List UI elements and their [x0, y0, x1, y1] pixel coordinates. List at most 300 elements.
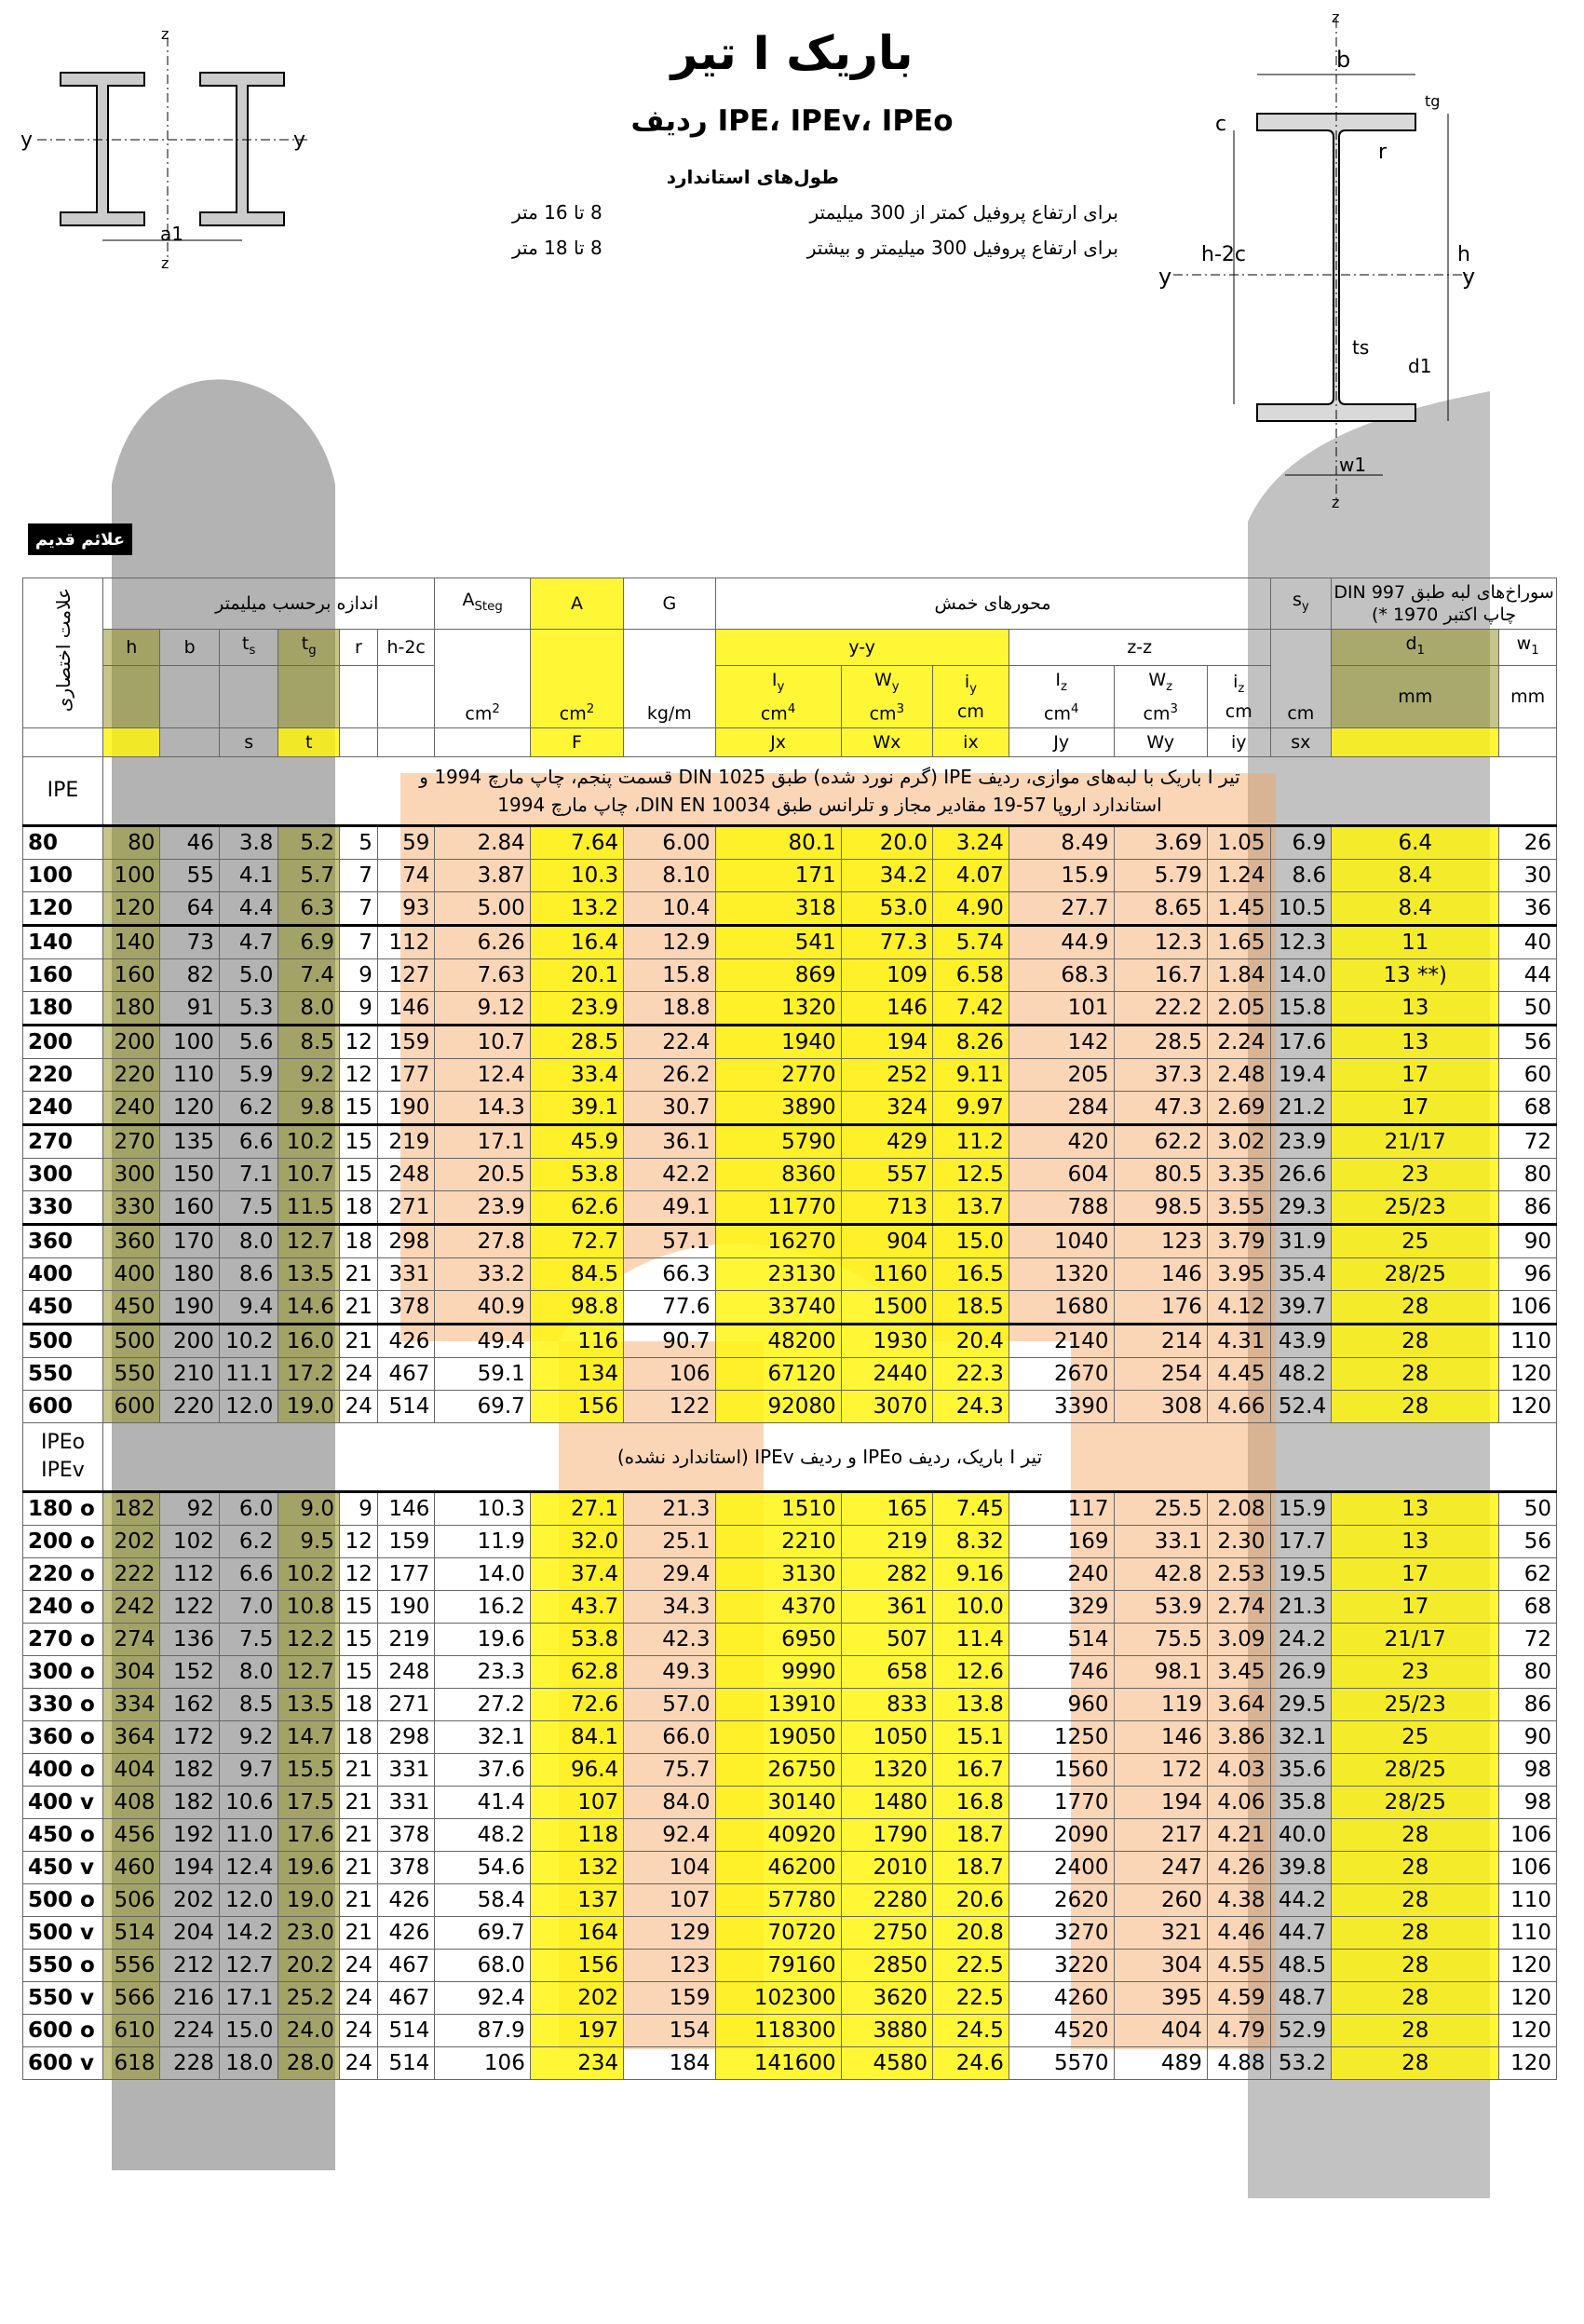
table-cell: 37.3	[1114, 1058, 1207, 1091]
table-cell: 6.6	[219, 1124, 278, 1158]
table-cell: 109	[841, 958, 932, 991]
table-cell: 48.2	[435, 1818, 530, 1851]
table-cell: 4.06	[1207, 1786, 1270, 1818]
table-cell: 426	[377, 1883, 435, 1916]
table-cell: 25	[1332, 1720, 1499, 1753]
a1-label: a1	[160, 223, 183, 245]
table-cell: 176	[1114, 1290, 1207, 1324]
col-iz: $I_z$ $cm^4$	[1009, 665, 1114, 727]
table-cell: 378	[377, 1851, 435, 1883]
table-cell: 12.0	[219, 1390, 278, 1422]
table-cell: 72.6	[530, 1688, 623, 1720]
table-cell: 17	[1332, 1557, 1499, 1590]
table-cell: 54.6	[435, 1851, 530, 1883]
table-cell: 13 **)	[1332, 958, 1499, 991]
table-cell: 14.7	[278, 1720, 340, 1753]
table-cell: 378	[377, 1290, 435, 1324]
table-cell: 24.6	[932, 2046, 1009, 2079]
table-cell: 92	[160, 1491, 219, 1525]
table-cell: 120	[1499, 1357, 1557, 1390]
table-cell: 13	[1332, 1025, 1499, 1058]
table-cell: 26.9	[1270, 1655, 1332, 1688]
table-cell: 28	[1332, 1949, 1499, 1981]
table-cell: 10.5	[1270, 891, 1332, 925]
profile-label-cell: 360	[23, 1224, 103, 1257]
table-cell: 30	[1499, 859, 1557, 891]
table-cell: 10.3	[435, 1491, 530, 1525]
table-cell: 6.9	[278, 925, 340, 958]
table-cell: 557	[841, 1158, 932, 1190]
table-cell: 159	[377, 1025, 435, 1058]
table-cell: 467	[377, 1357, 435, 1390]
table-cell: 224	[160, 2014, 219, 2046]
old-symbols-row: s t F Jx Wx ix Jy Wy iy sx	[23, 727, 1557, 756]
table-cell: 19.4	[1270, 1058, 1332, 1091]
table-cell: 62	[1499, 1557, 1557, 1590]
table-cell: 426	[377, 1916, 435, 1949]
standard-lengths-title: طول‌های استاندارد	[666, 166, 839, 188]
table-cell: 80	[103, 825, 160, 859]
table-cell: 72	[1499, 1124, 1557, 1158]
table-cell: 378	[377, 1818, 435, 1851]
table-cell: 5.00	[435, 891, 530, 925]
table-cell: 37.4	[530, 1557, 623, 1590]
table-cell: 41.4	[435, 1786, 530, 1818]
table-cell: 70720	[715, 1916, 841, 1949]
table-cell: 18	[339, 1720, 377, 1753]
table-cell: 3.79	[1207, 1224, 1270, 1257]
table-cell: 260	[1114, 1883, 1207, 1916]
table-cell: 28/25	[1332, 1753, 1499, 1786]
table-cell: 48.7	[1270, 1981, 1332, 2014]
table-row	[23, 1753, 1557, 1786]
table-cell: 4.1	[219, 859, 278, 891]
table-cell: 1500	[841, 1290, 932, 1324]
table-cell: 13.7	[932, 1190, 1009, 1224]
table-cell: 395	[1114, 1981, 1207, 2014]
profile-label-cell: 550	[23, 1357, 103, 1390]
table-cell: 2670	[1009, 1357, 1114, 1390]
table-cell: 26750	[715, 1753, 841, 1786]
table-cell: 21	[339, 1753, 377, 1786]
table-cell: 26.2	[624, 1058, 715, 1091]
table-cell: 28.5	[530, 1025, 623, 1058]
table-cell: 116	[530, 1324, 623, 1357]
table-cell: 18.8	[624, 991, 715, 1025]
table-cell: 248	[377, 1655, 435, 1688]
table-cell: 212	[160, 1949, 219, 1981]
table-cell: 17.2	[278, 1357, 340, 1390]
unit-d1: mm	[1332, 665, 1499, 727]
table-cell: 194	[160, 1851, 219, 1883]
svg-text:z: z	[161, 254, 169, 270]
profile-label-cell: 200 o	[23, 1525, 103, 1557]
table-cell: 59.1	[435, 1357, 530, 1390]
table-row	[23, 991, 1557, 1025]
table-cell: 35.4	[1270, 1257, 1332, 1290]
table-cell: 16.2	[435, 1590, 530, 1623]
table-cell: 3880	[841, 2014, 932, 2046]
table-cell: 6.4	[1332, 825, 1499, 859]
profile-label-cell: 100	[23, 859, 103, 891]
table-cell: 136	[160, 1623, 219, 1655]
table-cell: 170	[160, 1224, 219, 1257]
table-cell: 7	[339, 925, 377, 958]
table-cell: 234	[530, 2046, 623, 2079]
table-cell: 10.3	[530, 859, 623, 891]
ipe-properties-table	[22, 578, 1557, 2080]
table-cell: 7.5	[219, 1190, 278, 1224]
table-cell: 49.4	[435, 1324, 530, 1357]
table-cell: 220	[103, 1058, 160, 1091]
table-cell: 48.5	[1270, 1949, 1332, 1981]
table-cell: 541	[715, 925, 841, 958]
table-cell: 146	[377, 991, 435, 1025]
table-cell: 162	[160, 1688, 219, 1720]
table-cell: 604	[1009, 1158, 1114, 1190]
table-cell: 106	[435, 2046, 530, 2079]
table-cell: 46	[160, 825, 219, 859]
bending-axes-header: محورهای خمش	[715, 578, 1270, 630]
table-cell: 18	[339, 1688, 377, 1720]
table-cell: 62.8	[530, 1655, 623, 1688]
table-cell: 4.90	[932, 891, 1009, 925]
table-cell: 43.9	[1270, 1324, 1332, 1357]
table-cell: 86	[1499, 1190, 1557, 1224]
table-cell: 1680	[1009, 1290, 1114, 1324]
table-cell: 86	[1499, 1688, 1557, 1720]
table-cell: 2090	[1009, 1818, 1114, 1851]
table-cell: 4.46	[1207, 1916, 1270, 1949]
table-cell: 137	[530, 1883, 623, 1916]
profile-label-cell: 330 o	[23, 1688, 103, 1720]
profile-label-cell: 270	[23, 1124, 103, 1158]
svg-text:y: y	[1462, 264, 1476, 290]
table-cell: 331	[377, 1786, 435, 1818]
table-cell: 194	[1114, 1786, 1207, 1818]
table-cell: 12.4	[219, 1851, 278, 1883]
table-cell: 8.6	[219, 1257, 278, 1290]
table-cell: 318	[715, 891, 841, 925]
table-cell: 18.0	[219, 2046, 278, 2079]
table-cell: 331	[377, 1753, 435, 1786]
table-cell: 58.4	[435, 1883, 530, 1916]
table-cell: 5570	[1009, 2046, 1114, 2079]
table-cell: 252	[841, 1058, 932, 1091]
table-cell: 106	[624, 1357, 715, 1390]
table-cell: 98	[1499, 1786, 1557, 1818]
table-cell: 12.7	[278, 1655, 340, 1688]
table-cell: 408	[103, 1786, 160, 1818]
ipe-section-note: تیر I باریک با لبه‌های موازی، ردیف IPE (گرم نورد شده) طبق DIN 1025 قسمت پنجم، چاپ مارچ 1994 و استاندارد اروپا 57-19 مقادیر مجاز و تلرانس طبق DIN EN 10034، چاپ مارچ 1994	[103, 756, 1557, 825]
col-tg: $t_g$	[278, 630, 340, 666]
table-cell: 15	[339, 1124, 377, 1158]
profile-label-cell: 180 o	[23, 1491, 103, 1525]
table-cell: 110	[1499, 1883, 1557, 1916]
table-cell: 2.74	[1207, 1590, 1270, 1623]
table-cell: 4.59	[1207, 1981, 1270, 2014]
table-cell: 304	[1114, 1949, 1207, 1981]
table-cell: 106	[1499, 1290, 1557, 1324]
table-cell: 118	[530, 1818, 623, 1851]
table-cell: 12.2	[278, 1623, 340, 1655]
table-cell: 11770	[715, 1190, 841, 1224]
table-cell: 141600	[715, 2046, 841, 2079]
table-cell: 22.3	[932, 1357, 1009, 1390]
table-cell: 96.4	[530, 1753, 623, 1786]
table-cell: 1940	[715, 1025, 841, 1058]
table-cell: 56	[1499, 1025, 1557, 1058]
table-cell: 50	[1499, 991, 1557, 1025]
table-cell: 514	[1009, 1623, 1114, 1655]
table-cell: 1930	[841, 1324, 932, 1357]
table-cell: 10.7	[278, 1158, 340, 1190]
table-row	[23, 1720, 1557, 1753]
table-cell: 216	[160, 1981, 219, 2014]
table-cell: 11.5	[278, 1190, 340, 1224]
table-cell: 400	[103, 1257, 160, 1290]
table-cell: 6.9	[1270, 825, 1332, 859]
table-cell: 27.7	[1009, 891, 1114, 925]
table-cell: 190	[377, 1091, 435, 1124]
table-row	[23, 1491, 1557, 1525]
table-cell: 42.3	[624, 1623, 715, 1655]
table-cell: 14.6	[278, 1290, 340, 1324]
table-row	[23, 1981, 1557, 2014]
table-row	[23, 1257, 1557, 1290]
table-row	[23, 1883, 1557, 1916]
table-cell: 20.1	[530, 958, 623, 991]
table-cell: 20.8	[932, 1916, 1009, 1949]
table-cell: 10.2	[278, 1124, 340, 1158]
table-cell: 19.5	[1270, 1557, 1332, 1590]
table-cell: 2.48	[1207, 1058, 1270, 1091]
c-label: c	[1215, 113, 1227, 136]
table-cell: 16270	[715, 1224, 841, 1257]
table-cell: 5.9	[219, 1058, 278, 1091]
table-cell: 92.4	[435, 1981, 530, 2014]
table-cell: 514	[377, 1390, 435, 1422]
table-cell: 514	[103, 1916, 160, 1949]
table-cell: 98.1	[1114, 1655, 1207, 1688]
table-cell: 8.0	[278, 991, 340, 1025]
table-row	[23, 1557, 1557, 1590]
profile-label-cell: 450 v	[23, 1851, 103, 1883]
table-cell: 12.6	[932, 1655, 1009, 1688]
table-cell: 182	[160, 1753, 219, 1786]
table-cell: 68.3	[1009, 958, 1114, 991]
table-cell: 3890	[715, 1091, 841, 1124]
table-cell: 62.6	[530, 1190, 623, 1224]
table-cell: 364	[103, 1720, 160, 1753]
table-cell: 18.7	[932, 1851, 1009, 1883]
table-cell: 18	[339, 1224, 377, 1257]
table-row	[23, 1786, 1557, 1818]
col-wz: $W_z$ $cm^3$	[1114, 665, 1207, 727]
table-cell: 404	[1114, 2014, 1207, 2046]
table-cell: 68.0	[435, 1949, 530, 1981]
table-cell: 82	[160, 958, 219, 991]
table-cell: 169	[1009, 1525, 1114, 1557]
table-cell: 12.7	[219, 1949, 278, 1981]
asteg-header: $A_{Steg}$	[435, 578, 530, 630]
table-cell: 11.9	[435, 1525, 530, 1557]
table-cell: 514	[377, 2046, 435, 2079]
table-cell: 788	[1009, 1190, 1114, 1224]
table-cell: 23.3	[435, 1655, 530, 1688]
profile-label-cell: 80	[23, 825, 103, 859]
table-cell: 3220	[1009, 1949, 1114, 1981]
table-cell: 57.0	[624, 1688, 715, 1720]
a-header: A	[530, 578, 623, 630]
table-cell: 24	[339, 1981, 377, 2014]
table-cell: 6.2	[219, 1525, 278, 1557]
table-cell: 1.65	[1207, 925, 1270, 958]
table-cell: 112	[377, 925, 435, 958]
table-cell: 101	[1009, 991, 1114, 1025]
table-cell: 15.8	[624, 958, 715, 991]
table-cell: 4.45	[1207, 1357, 1270, 1390]
table-cell: 46200	[715, 1851, 841, 1883]
table-cell: 18.7	[932, 1818, 1009, 1851]
profile-label-cell: 140	[23, 925, 103, 958]
table-cell: 15	[339, 1623, 377, 1655]
table-cell: 75.7	[624, 1753, 715, 1786]
table-cell: 72.7	[530, 1224, 623, 1257]
table-cell: 556	[103, 1949, 160, 1981]
table-cell: 49.1	[624, 1190, 715, 1224]
sy-header: $s_y$	[1270, 578, 1332, 630]
table-cell: 19.0	[278, 1883, 340, 1916]
table-cell: 507	[841, 1623, 932, 1655]
col-iy-radius: $i_y$ cm	[932, 665, 1009, 727]
table-cell: 4.55	[1207, 1949, 1270, 1981]
table-cell: 21	[339, 1290, 377, 1324]
table-cell: 159	[624, 1981, 715, 2014]
table-cell: 24	[339, 1357, 377, 1390]
table-cell: 132	[530, 1851, 623, 1883]
yy-header: y-y	[715, 630, 1009, 666]
table-cell: 1.45	[1207, 891, 1270, 925]
table-cell: 98.5	[1114, 1190, 1207, 1224]
table-cell: 304	[103, 1655, 160, 1688]
table-cell: 90.7	[624, 1324, 715, 1357]
table-cell: 3390	[1009, 1390, 1114, 1422]
table-cell: 140	[103, 925, 160, 958]
table-cell: 1510	[715, 1491, 841, 1525]
table-cell: 40	[1499, 925, 1557, 958]
table-cell: 62.2	[1114, 1124, 1207, 1158]
table-cell: 84.1	[530, 1720, 623, 1753]
col-iz-radius: $i_z$ cm	[1207, 665, 1270, 727]
table-cell: 9.11	[932, 1058, 1009, 1091]
table-cell: 2770	[715, 1058, 841, 1091]
table-cell: 102300	[715, 1981, 841, 2014]
table-cell: 22.5	[932, 1949, 1009, 1981]
table-cell: 112	[160, 1557, 219, 1590]
table-cell: 308	[1114, 1390, 1207, 1422]
table-cell: 7	[339, 891, 377, 925]
table-cell: 11	[1332, 925, 1499, 958]
table-cell: 3.8	[219, 825, 278, 859]
table-cell: 30140	[715, 1786, 841, 1818]
table-cell: 60	[1499, 1058, 1557, 1091]
table-cell: 36.1	[624, 1124, 715, 1158]
table-cell: 16.7	[1114, 958, 1207, 991]
table-cell: 467	[377, 1949, 435, 1981]
table-cell: 75.5	[1114, 1623, 1207, 1655]
table-cell: 50	[1499, 1491, 1557, 1525]
table-cell: 152	[160, 1655, 219, 1688]
table-cell: 53.8	[530, 1623, 623, 1655]
table-cell: 713	[841, 1190, 932, 1224]
profile-label-cell: 200	[23, 1025, 103, 1058]
table-cell: 26	[1499, 825, 1557, 859]
profile-label-cell: 450	[23, 1290, 103, 1324]
table-cell: 10.2	[278, 1557, 340, 1590]
ipe-rows	[23, 825, 1557, 1422]
profile-label-cell: 600 v	[23, 2046, 103, 2079]
table-cell: 210	[160, 1357, 219, 1390]
table-row	[23, 1224, 1557, 1257]
table-cell: 9.0	[278, 1491, 340, 1525]
table-cell: 8.0	[219, 1655, 278, 1688]
table-cell: 172	[1114, 1753, 1207, 1786]
table-cell: 2750	[841, 1916, 932, 1949]
table-cell: 110	[1499, 1916, 1557, 1949]
table-cell: 13.5	[278, 1257, 340, 1290]
table-cell: 8.0	[219, 1224, 278, 1257]
table-cell: 9.16	[932, 1557, 1009, 1590]
table-cell: 93	[377, 891, 435, 925]
table-cell: 14.0	[1270, 958, 1332, 991]
table-cell: 13.2	[530, 891, 623, 925]
table-cell: 5.2	[278, 825, 340, 859]
table-cell: 361	[841, 1590, 932, 1623]
table-cell: 3070	[841, 1390, 932, 1422]
profile-label-cell: 500	[23, 1324, 103, 1357]
table-cell: 28	[1332, 2014, 1499, 2046]
holes-header: سوراخ‌های لبه طبق DIN 997 چاپ اکتبر 1970 *)	[1332, 578, 1557, 630]
table-cell: 28/25	[1332, 1786, 1499, 1818]
unit-sy: cm	[1270, 630, 1332, 728]
table-row	[23, 1916, 1557, 1949]
table-cell: 33740	[715, 1290, 841, 1324]
table-cell: 120	[1499, 2046, 1557, 2079]
table-cell: 90	[1499, 1224, 1557, 1257]
table-cell: 429	[841, 1124, 932, 1158]
table-cell: 5	[339, 825, 377, 859]
table-cell: 204	[160, 1916, 219, 1949]
table-cell: 197	[530, 2014, 623, 2046]
table-cell: 15.0	[219, 2014, 278, 2046]
table-cell: 9	[339, 991, 377, 1025]
table-cell: 658	[841, 1655, 932, 1688]
table-cell: 21.3	[1270, 1590, 1332, 1623]
std-length-label-1: برای ارتفاع پروفیل کمتر از 300 میلیمتر	[809, 201, 1118, 224]
table-cell: 11.4	[932, 1623, 1009, 1655]
table-cell: 4.66	[1207, 1390, 1270, 1422]
table-cell: 1050	[841, 1720, 932, 1753]
table-cell: 8.5	[219, 1688, 278, 1720]
table-cell: 31.9	[1270, 1224, 1332, 1257]
table-cell: 19.0	[278, 1390, 340, 1422]
table-cell: 12	[339, 1525, 377, 1557]
table-cell: 10.4	[624, 891, 715, 925]
table-cell: 21	[339, 1786, 377, 1818]
table-cell: 506	[103, 1883, 160, 1916]
table-cell: 159	[377, 1525, 435, 1557]
